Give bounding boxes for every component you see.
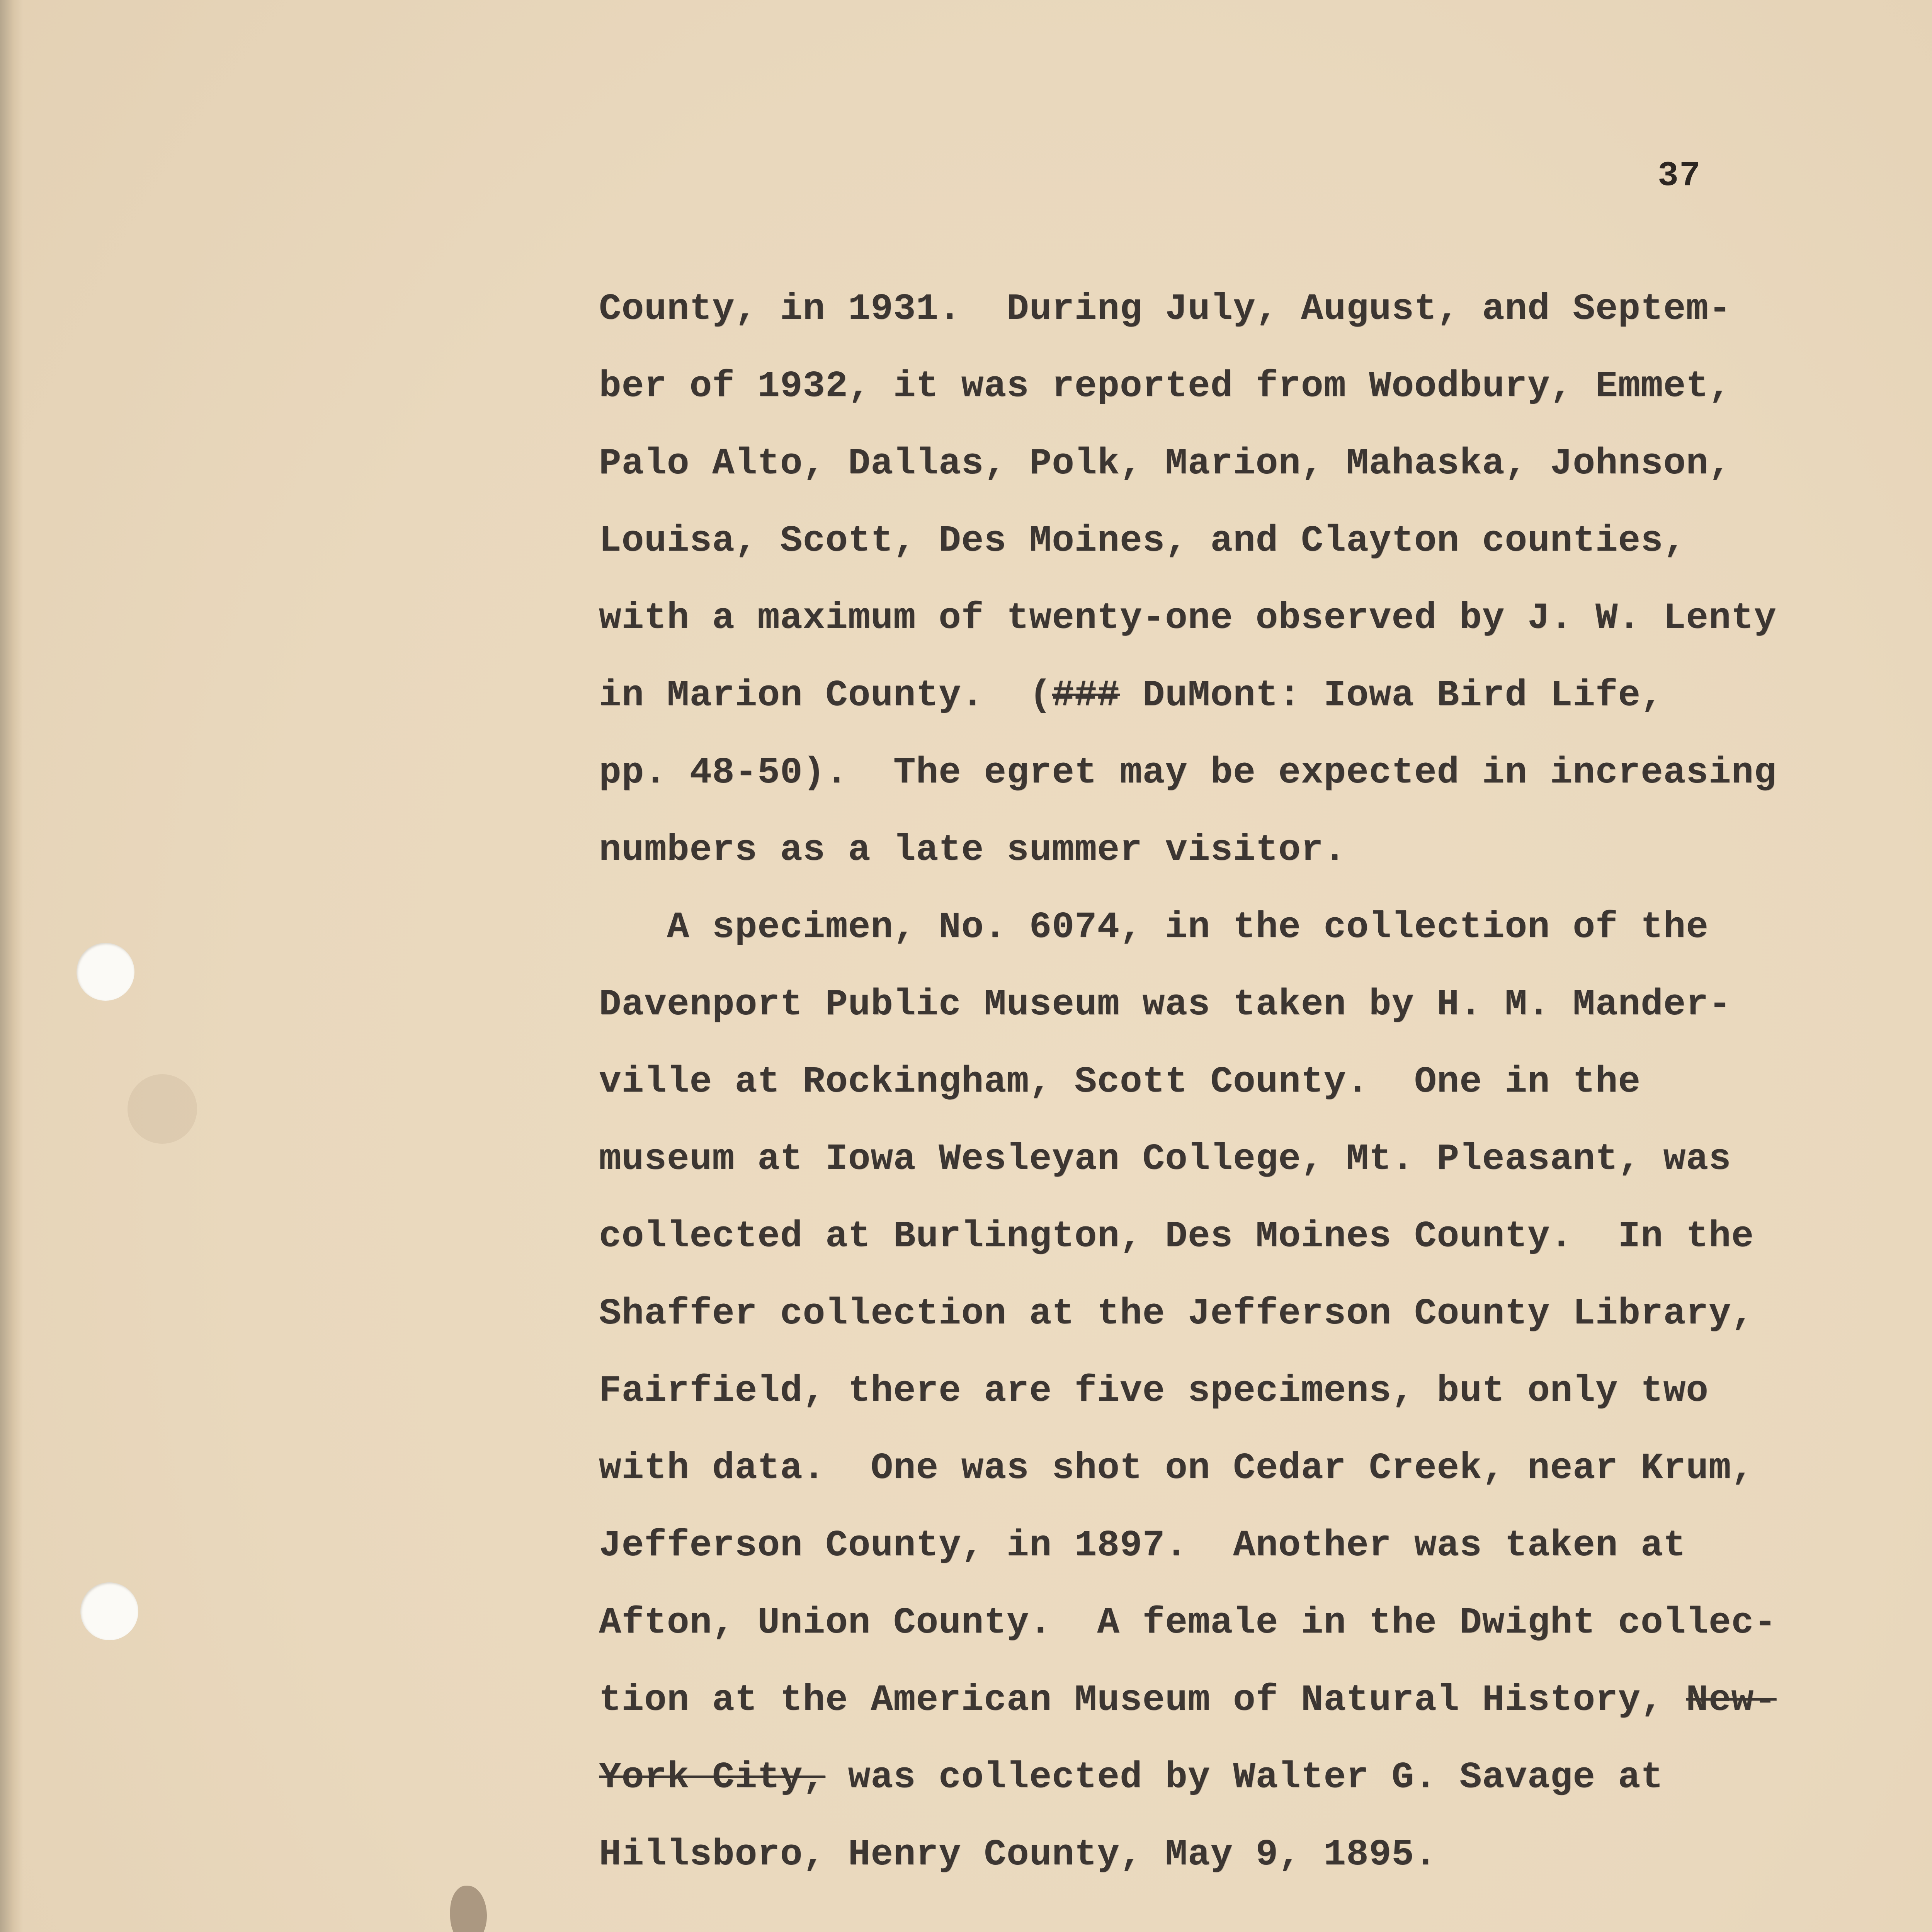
paragraph-start-line: A specimen, No. 6074, in the collection of the [599, 906, 1709, 948]
line-segment: tion at the American Museum of Natural History, [599, 1679, 1686, 1721]
text-line: Shaffer collection at the Jefferson County Library, [599, 1293, 1754, 1335]
text-line: Palo Alto, Dallas, Polk, Marion, Mahaska, Johnson, [599, 442, 1731, 485]
line-segment: was collected by Walter G. Savage at [825, 1756, 1663, 1798]
text-line: with data. One was shot on Cedar Creek, near Krum, [599, 1447, 1754, 1489]
text-line: Afton, Union County. A female in the Dwight collec- [599, 1602, 1777, 1644]
text-line: collected at Burlington, Des Moines County. In the [599, 1215, 1754, 1257]
text-line: ber of 1932, it was reported from Woodbury, Emmet, [599, 365, 1731, 407]
punch-hole [80, 1582, 138, 1640]
text-line: with a maximum of twenty-one observed by J. W. Lenty [599, 597, 1777, 639]
page-edge-shadow [0, 0, 23, 1932]
struck-through-text: York City, [599, 1756, 826, 1798]
text-line [599, 1739, 1835, 1816]
line-segment: in Marion County. ( [599, 674, 1052, 716]
ink-smudge [450, 1886, 487, 1932]
line-segment: DuMont: Iowa Bird Life, [1120, 674, 1663, 716]
text-line: pp. 48-50). The egret may be expected in increasing [599, 752, 1777, 794]
text-line: Louisa, Scott, Des Moines, and Clayton counties, [599, 520, 1686, 562]
text-line: Jefferson County, in 1897. Another was taken at [599, 1524, 1686, 1566]
struck-through-text: New- [1686, 1679, 1777, 1721]
text-line [599, 657, 1835, 734]
typed-text-block [599, 270, 1835, 1893]
struck-through-text: ### [1052, 674, 1120, 716]
text-line [599, 1662, 1835, 1739]
punch-hole [77, 943, 134, 1001]
text-line: museum at Iowa Wesleyan College, Mt. Pleasant, was [599, 1138, 1731, 1180]
text-line: numbers as a late summer visitor. [599, 829, 1347, 871]
text-line: Davenport Public Museum was taken by H. M. Mander- [599, 983, 1731, 1026]
text-line: ville at Rockingham, Scott County. One in the [599, 1061, 1641, 1103]
page-number: 37 [1658, 156, 1701, 196]
text-line: Hillsboro, Henry County, May 9, 1895. [599, 1833, 1437, 1876]
paper-stain [128, 1074, 197, 1144]
text-line: Fairfield, there are five specimens, but only two [599, 1370, 1709, 1412]
text-line: County, in 1931. During July, August, and Septem- [599, 288, 1731, 330]
